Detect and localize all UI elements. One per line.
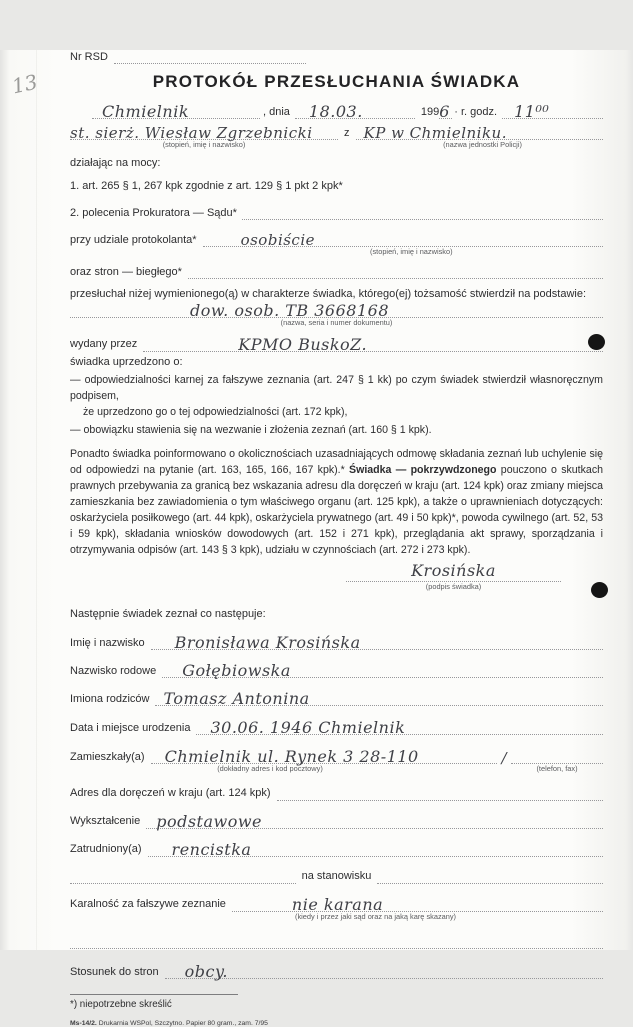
identity-document-blank — [70, 301, 603, 321]
position-blank-right — [377, 870, 603, 884]
bieglego-label: oraz stron — biegłego* — [70, 265, 182, 278]
name-label: Imię i nazwisko — [70, 636, 145, 649]
print-info — [70, 1020, 603, 1027]
year-printed: 199 — [420, 105, 440, 118]
scanned-document-page — [0, 50, 633, 1027]
footnote-divider — [70, 994, 238, 995]
warned-row — [70, 356, 603, 369]
date-blank — [295, 102, 415, 119]
bieglego-blank — [188, 265, 603, 279]
parents-handwriting: Tomasz Antonina — [163, 689, 310, 709]
employment-blank — [148, 840, 603, 857]
criminal-record-row — [70, 895, 603, 912]
officer-name-handwriting: st. sierż. Wiesław Zgrzebnicki — [70, 124, 313, 142]
witness-signature-block — [346, 560, 561, 592]
employment-label: Zatrudniony(a) — [70, 843, 142, 856]
residence-blank — [151, 747, 498, 767]
officer-unit-handwriting: KP w Chmielniku. — [363, 124, 507, 142]
pencil-page-number: 13 — [9, 69, 40, 99]
criminal-record-sublabel: (kiedy i przez jaki sąd oraz na jaką karę skazany) — [295, 911, 457, 921]
education-blank — [146, 812, 603, 829]
protokolant-blank — [203, 231, 603, 247]
maiden-name-handwriting: Gołębiowska — [182, 661, 291, 681]
legal-item2: 2. polecenia Prokuratora — Sądu* — [70, 206, 237, 219]
signature-sublabel: (podpis świadka) — [425, 581, 482, 591]
place-handwriting: Chmielnik — [102, 102, 190, 121]
interrogated-line: przesłuchał niżej wymienionego(ą) w charakterze świadka, którego(ej) tożsamość stwierdził na podstawie: — [70, 288, 587, 301]
interrogated-row — [70, 288, 603, 301]
legal-item1-row — [70, 180, 603, 193]
education-label: Wykształcenie — [70, 815, 141, 828]
form-code: Ms-14/2. — [70, 1019, 97, 1027]
notice-part1: Ponadto świadka poinformowano o okolicznościach uzasadniających odmowę składania zeznań lub uchylenie się od odpowiedzi na pytanie (art. 163, 165, 166, 167 kpk).* — [70, 448, 603, 477]
asterisk-note: *) niepotrzebne skreślić — [70, 998, 172, 1010]
issued-by-handwriting: KPMO BuskoZ. — [238, 334, 368, 354]
officer-row — [70, 124, 603, 140]
nr-rsd-row — [70, 50, 603, 64]
protokolant-sublabel: (stopień, imię i nazwisko) — [370, 246, 453, 256]
phone-sublabel: (telefon, fax) — [536, 764, 578, 774]
spare-dotted-line — [70, 935, 603, 949]
year-handwriting: 6 — [439, 102, 450, 121]
delivery-address-blank — [277, 787, 603, 801]
identity-document-handwriting: dow. osob. TB 3668168 — [190, 301, 390, 321]
issued-by-blank — [143, 335, 603, 352]
relation-label: Stosunek do stron — [70, 965, 159, 978]
legal-item2-blank — [242, 206, 603, 220]
bieglego-row — [70, 265, 603, 279]
notice-part2: pouczono o skutkach prawnych przebywania za granicą bez wskazania adresu dla doręczeń w kraju (art. 124 kpk) oraz zmiany miejsca zamieszkania bez zawiadomienia o tym właściwego organu (art. 125 kpk), a także o uprawnieniach dotyczących: oskarżyciela posiłkowego (art. 44 kpk), oskarżyciela prywatnego (art. 49 i 50 kpk)*, powoda cywilnego (art. 52, 53 i 59 kpk), składania wniosków dowodowych (art. 152 i 271 kpk), przeglądania akt sprawy, sporządzania i otrzymywania odpisów (art. 143 § 3 kpk), udziału w czynnościach (art. 272 i 273 kpk). — [70, 464, 604, 556]
protokolant-row — [70, 231, 603, 247]
dnia-label: , dnia — [263, 105, 290, 118]
officer-unit-sublabel: (nazwa jednostki Policji) — [443, 140, 522, 149]
residence-row — [70, 747, 603, 768]
position-label: na stanowisku — [301, 870, 372, 883]
residence-label: Zamieszkały(a) — [70, 750, 145, 763]
notice-paragraph — [70, 447, 603, 558]
place-blank — [92, 102, 260, 119]
acting-row — [70, 157, 603, 170]
name-handwriting: Bronisława Krosińska — [174, 633, 361, 653]
residence-slash-handwriting: / — [501, 749, 507, 768]
field-row-birth — [70, 718, 603, 738]
warning-item-2: — obowiązku stawienia się na wezwanie i złożenia zeznań (art. 160 § 1 kpk). — [70, 423, 432, 436]
nr-rsd-blank — [114, 50, 306, 64]
residence-sublabel: (dokładny adres i kod pocztowy) — [217, 764, 323, 774]
education-row — [70, 812, 603, 829]
year-blank — [439, 102, 452, 119]
warning-item-1a: — odpowiedzialności karnej za fałszywe zeznania (art. 247 § 1 kk) po czym świadek stwierdził własnoręcznym podpisem, — [70, 373, 603, 402]
maiden-name-blank — [162, 661, 603, 681]
criminal-record-handwriting: nie karana — [291, 894, 384, 914]
field-row-name — [70, 633, 603, 653]
education-handwriting: podstawowe — [156, 811, 262, 831]
warning-item-1b: że uprzedzono go o tej odpowiedzialności (art. 172 kpk), — [83, 405, 348, 418]
parents-label: Imiona rodziców — [70, 692, 150, 705]
criminal-record-label: Karalność za fałszywe zeznanie — [70, 898, 226, 911]
position-blank-left — [70, 870, 296, 884]
z-label: z — [344, 126, 350, 139]
godz-label: · r. godz. — [454, 105, 498, 118]
nr-rsd-label: Nr RSD — [70, 50, 108, 63]
acting-label: działając na mocy: — [70, 157, 161, 170]
employment-row — [70, 840, 603, 857]
warned-label: świadka uprzedzono o: — [70, 355, 183, 368]
parents-blank — [155, 689, 603, 709]
legal-item2-row — [70, 206, 603, 220]
signature-line — [346, 560, 561, 582]
position-row — [70, 870, 603, 884]
relation-handwriting: obcy. — [184, 961, 229, 981]
criminal-record-blank — [232, 895, 603, 912]
legal-item1: 1. art. 265 § 1, 267 kpk zgodnie z art. 129 § 1 pkt 2 kpk* — [70, 179, 343, 192]
issued-by-label: wydany przez — [70, 338, 138, 351]
residence-handwriting: Chmielnik ul. Rynek 3 28-110 — [164, 747, 419, 767]
officer-name-sublabel: (stopień, imię i nazwisko) — [162, 140, 246, 149]
time-blank — [502, 102, 603, 119]
delivery-address-row — [70, 787, 603, 801]
field-row-maiden-name — [70, 661, 603, 681]
birth-handwriting: 30.06. 1946 Chmielnik — [210, 718, 406, 738]
protokolant-handwriting: osobiście — [240, 230, 316, 249]
testimony-intro: Następnie świadek zeznał co następuje: — [70, 607, 266, 620]
officer-unit-blank — [356, 124, 604, 140]
name-blank — [151, 633, 603, 653]
employment-handwriting: rencistka — [171, 839, 252, 859]
maiden-name-label: Nazwisko rodowe — [70, 664, 157, 677]
field-row-parents — [70, 689, 603, 709]
protokolant-label: przy udziale protokolanta* — [70, 233, 197, 246]
identity-document-row — [70, 301, 603, 321]
birth-label: Data i miejsce urodzenia — [70, 721, 191, 734]
issued-by-row — [70, 335, 603, 352]
dateline-row — [70, 102, 603, 119]
printer-details: Drukarnia WSPol, Szczytno. Papier 80 gram., zam. 7/95 — [96, 1019, 268, 1027]
delivery-address-label: Adres dla doręczeń w kraju (art. 124 kpk) — [70, 787, 271, 800]
time-handwriting: 11⁰⁰ — [514, 102, 550, 121]
relation-blank — [165, 962, 603, 979]
date-handwriting: 18.03. — [308, 102, 363, 121]
phone-blank — [511, 750, 603, 764]
testimony-intro-row — [70, 608, 603, 621]
relation-row — [70, 962, 603, 979]
protokolant-sublabel-row — [70, 247, 603, 257]
identity-document-sublabel: (nazwa, seria i numer dokumentu) — [280, 318, 393, 328]
document-title: PROTOKÓŁ PRZESŁUCHANIA ŚWIADKA — [152, 72, 521, 91]
officer-name-blank — [70, 124, 338, 140]
witness-signature-handwriting: Krosińska — [411, 560, 496, 580]
notice-bold-phrase: Świadka — pokrzywdzonego — [349, 464, 497, 477]
birth-blank — [196, 718, 603, 738]
spare-dotted-row — [70, 935, 603, 949]
